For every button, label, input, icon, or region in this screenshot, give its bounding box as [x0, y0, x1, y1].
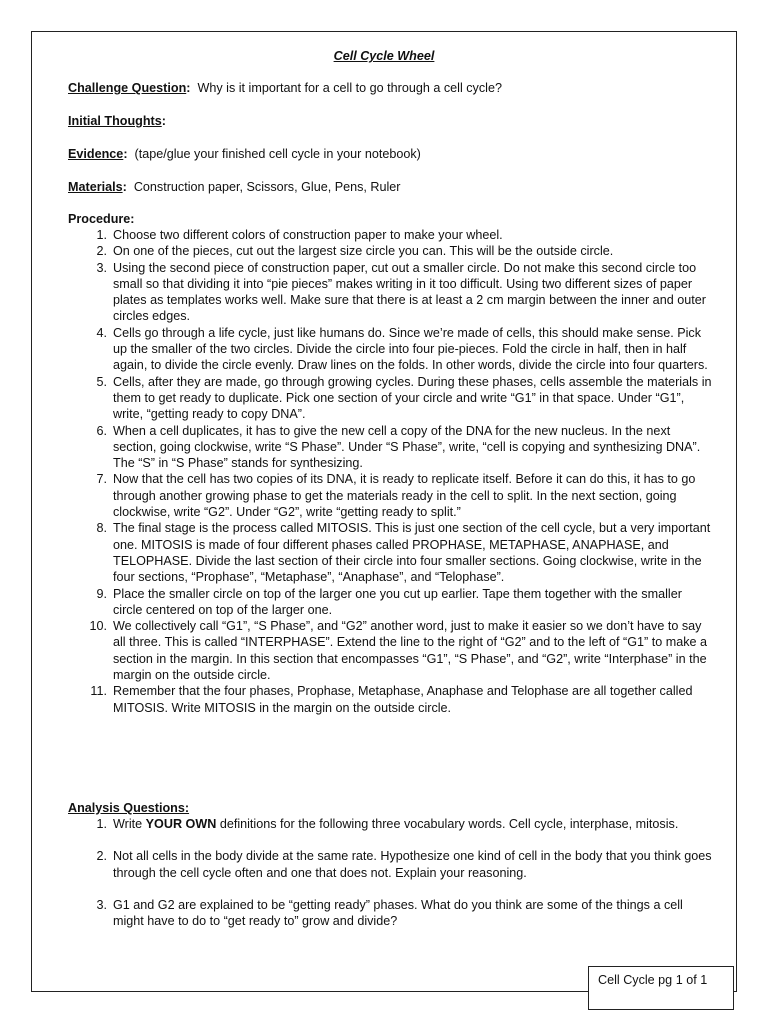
analysis-question: [96, 848, 713, 881]
question-text: definitions for the following three vocabulary words. Cell cycle, interphase, mitosis.: [216, 817, 679, 831]
procedure-step: The final stage is the process called MITOSIS. This is just one section of the cell cycle, but a very important one. MITOSIS is made of four different phases called PROPHASE, METAPHASE, ANAPHASE, and TELOPHASE. Divide the last section of their circle into four smaller sections. Going clockwise, write in the four sections, “Prophase”, “Metaphase”, “Anaphase”, and “Telophase”.: [113, 521, 711, 585]
analysis-question: [96, 816, 713, 832]
procedure-step: Remember that the four phases, Prophase, Metaphase, Anaphase and Telophase are all together called MITOSIS. Write MITOSIS in the margin on the outside circle.: [113, 684, 693, 715]
analysis-questions: [68, 816, 713, 945]
challenge-question: Challenge Question: Why is it important for a cell to go through a cell cycle?: [68, 81, 502, 95]
procedure-step: Choose two different colors of construction paper to make your wheel.: [113, 228, 503, 242]
procedure-step: When a cell duplicates, it has to give the new cell a copy of the DNA for the new nucleus. In the next section, going clockwise, write “S Phase”. Under “S Phase”, write, “cell is copying and synthesizing DNA”. The “S” in “S Phase” stands for synthesizing.: [113, 423, 701, 471]
procedure-step: On one of the pieces, cut out the largest size circle you can. This will be the outside circle.: [113, 244, 614, 259]
question-emphasis: YOUR OWN: [145, 817, 217, 831]
procedure-step: Cells, after they are made, go through growing cycles. During these phases, cells assemble the materials in them to get ready to duplicate. Pick one section of your circle and write “G1” in that space. Under “G1”, write, “getting ready to copy DNA”.: [113, 374, 712, 422]
initial-thoughts-label: Initial Thoughts: [68, 114, 162, 128]
question-text: Write: [113, 817, 146, 831]
evidence-text: (tape/glue your finished cell cycle in your notebook): [134, 147, 421, 161]
question-text: Not all cells in the body divide at the same rate. Hypothesize one kind of cell in the body that you think goes through the cell cycle often and one that does not. Explain your reasoning.: [113, 849, 712, 880]
page-title: Cell Cycle Wheel: [333, 49, 435, 63]
question-number: 2.: [96, 849, 107, 864]
evidence-label: Evidence: [68, 147, 124, 161]
materials-text: Construction paper, Scissors, Glue, Pens, Ruler: [133, 180, 401, 194]
procedure-step: We collectively call “G1”, “S Phase”, and “G2” another word, just to make it easier so we don’t have to say all three. This is called “INTERPHASE”. Extend the line to the right of “G2” and to the left of “G1” to make a section in the margin. In this section that encompasses “G1”, “S Phase”, and “G2”, write “Interphase” in the margin on the outside circle.: [113, 619, 708, 683]
analysis-heading: Analysis Questions:: [68, 801, 190, 815]
page-number-box: [588, 966, 734, 1010]
question-number: 3.: [96, 897, 107, 912]
evidence: Evidence: (tape/glue your finished cell cycle in your notebook): [68, 147, 421, 161]
page-number-label: Cell Cycle pg 1 of 1: [598, 973, 708, 987]
procedure-step: Cells go through a life cycle, just like humans do. Since we’re made of cells, this should make sense. Pick up the smaller of the two circles. Divide the circle into four pie-pieces. Fold the circle in half, then in half again, to divide the circle evenly. Draw lines on the folds. In other words, divide the circle into four quarters.: [113, 325, 708, 373]
materials: Materials: Construction paper, Scissors, Glue, Pens, Ruler: [68, 180, 401, 194]
procedure-step: Place the smaller circle on top of the larger one you cut up earlier. Tape them together with the smaller circle centered on top of the larger one.: [113, 586, 682, 617]
procedure-step: Using the second piece of construction paper, cut out a smaller circle. Do not make this second circle too small so that dividing it into “pie pieces” makes writing in it too difficult. Using two different sizes of paper plates as templates works well. Make sure that there is at least a 2 cm margin between the inner and outer circles edges.: [113, 260, 706, 324]
procedure-heading: Procedure:: [68, 212, 135, 226]
challenge-label: Challenge Question: [68, 81, 187, 95]
procedure-list: [68, 227, 713, 716]
procedure-step: Now that the cell has two copies of its DNA, it is ready to replicate itself. Before it can do this, it has to go through another growing phase to get the materials ready in the cell to split. In the next section, going clockwise, write “G2”. Under “G2”, write “getting ready to split.”: [113, 472, 696, 520]
initial-thoughts: Initial Thoughts:: [68, 114, 166, 128]
challenge-text: Why is it important for a cell to go through a cell cycle?: [197, 81, 502, 95]
materials-label: Materials: [68, 180, 123, 194]
question-number: 1.: [96, 817, 107, 831]
question-text: G1 and G2 are explained to be “getting ready” phases. What do you think are some of the things a cell might have to do to “get ready to” grow and divide?: [113, 897, 683, 929]
analysis-question: [96, 897, 713, 930]
